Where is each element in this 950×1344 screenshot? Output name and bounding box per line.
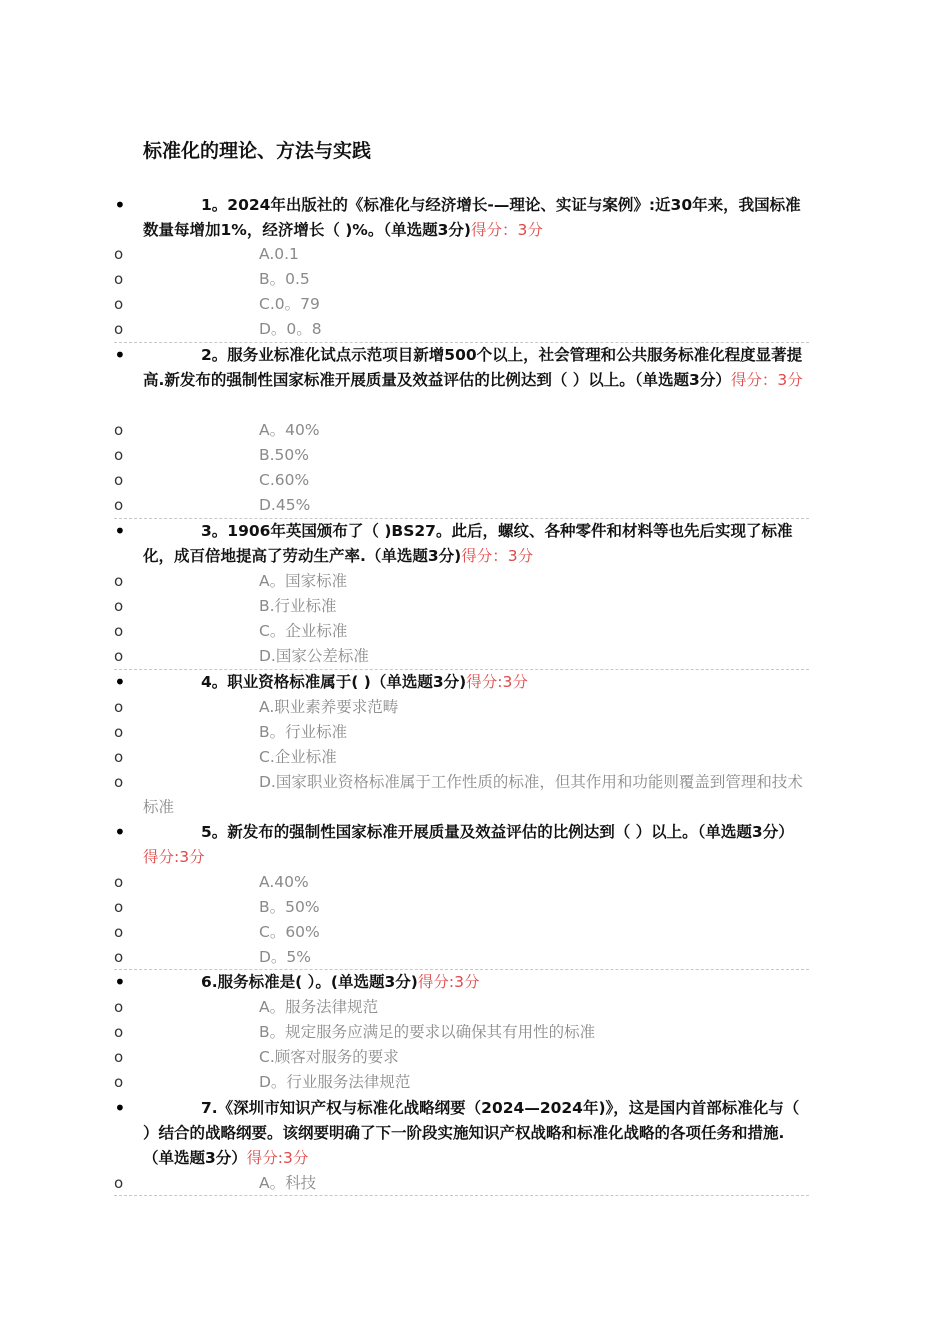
- option-text: A。服务法律规范: [259, 998, 379, 1016]
- option-item[interactable]: [114, 895, 809, 920]
- option-text: D。0。8: [259, 320, 322, 338]
- question-score: 得分：3分: [461, 547, 534, 565]
- option-item[interactable]: [114, 1045, 809, 1070]
- circle-bullet-icon: o: [114, 421, 124, 439]
- circle-bullet-icon: o: [114, 723, 124, 741]
- circle-bullet-icon: o: [114, 295, 124, 313]
- option-text: B。50%: [259, 898, 320, 916]
- option-item[interactable]: [114, 720, 809, 745]
- bullet-icon: •: [114, 820, 126, 844]
- option-item[interactable]: [114, 1020, 809, 1045]
- option-text: C.顾客对服务的要求: [259, 1048, 399, 1066]
- option-item[interactable]: [114, 1070, 809, 1095]
- circle-bullet-icon: o: [114, 496, 124, 514]
- option-item[interactable]: [114, 292, 809, 317]
- option-item[interactable]: [114, 594, 809, 619]
- option-item[interactable]: [114, 468, 809, 493]
- circle-bullet-icon: o: [114, 270, 124, 288]
- option-text: A.职业素养要求范畴: [259, 698, 399, 716]
- question-score: 得分:3分: [143, 848, 205, 866]
- circle-bullet-icon: o: [114, 1023, 124, 1041]
- circle-bullet-icon: o: [114, 1174, 124, 1192]
- option-text: D。5%: [259, 948, 312, 966]
- question-score: 得分：3分: [730, 371, 803, 389]
- circle-bullet-icon: o: [114, 898, 124, 916]
- option-item[interactable]: [114, 242, 809, 267]
- question-score: 得分:3分: [417, 973, 480, 991]
- option-text: B.50%: [259, 446, 310, 464]
- circle-bullet-icon: o: [114, 647, 124, 665]
- bullet-icon: •: [114, 670, 126, 694]
- option-item[interactable]: [114, 644, 809, 669]
- option-text: B。规定服务应满足的要求以确保其有用性的标准: [259, 1023, 596, 1041]
- circle-bullet-icon: o: [114, 1048, 124, 1066]
- divider: [114, 1195, 809, 1196]
- question-5: [114, 820, 809, 870]
- option-text: C.0。79: [259, 295, 320, 313]
- circle-bullet-icon: o: [114, 245, 124, 263]
- page-title: 标准化的理论、方法与实践: [143, 140, 372, 162]
- question-4: [114, 670, 809, 695]
- option-item[interactable]: [114, 920, 809, 945]
- question-6: [114, 970, 809, 995]
- question-text: 1。2024年出版社的《标准化与经济增长-—理论、实证与案例》:近30年来，我国标准数量每增加1%，经济增长（ )%。（单选题3分): [143, 196, 801, 239]
- circle-bullet-icon: o: [114, 446, 124, 464]
- option-text: C。60%: [259, 923, 320, 941]
- question-text: 6.服务标准是( ）。(单选题3分): [201, 973, 418, 991]
- circle-bullet-icon: o: [114, 320, 124, 338]
- question-2: [114, 343, 809, 393]
- circle-bullet-icon: o: [114, 597, 124, 615]
- circle-bullet-icon: o: [114, 948, 124, 966]
- option-item[interactable]: [114, 317, 809, 342]
- option-item[interactable]: [114, 770, 809, 820]
- circle-bullet-icon: o: [114, 748, 124, 766]
- option-item[interactable]: [114, 267, 809, 292]
- option-text: B.行业标准: [259, 597, 337, 615]
- option-item[interactable]: [114, 1171, 809, 1196]
- option-text: D.45%: [259, 496, 311, 514]
- option-item[interactable]: [114, 995, 809, 1020]
- bullet-icon: •: [114, 193, 126, 217]
- question-1: [114, 193, 809, 243]
- circle-bullet-icon: o: [114, 873, 124, 891]
- option-text: D.国家职业资格标准属于工作性质的标准，但其作用和功能则覆盖到管理和技术标准: [143, 773, 803, 816]
- circle-bullet-icon: o: [114, 572, 124, 590]
- circle-bullet-icon: o: [114, 998, 124, 1016]
- option-text: D.国家公差标准: [259, 647, 369, 665]
- question-text: 4。职业资格标准属于( )（单选题3分): [201, 673, 467, 691]
- circle-bullet-icon: o: [114, 471, 124, 489]
- option-item[interactable]: [114, 418, 809, 443]
- option-item[interactable]: [114, 569, 809, 594]
- option-item[interactable]: [114, 695, 809, 720]
- option-text: A。40%: [259, 421, 320, 439]
- option-item[interactable]: [114, 493, 809, 518]
- question-text: 2。服务业标准化试点示范项目新增500个以上，社会管理和公共服务标准化程度显著提高.新发布的强制性国家标准开展质量及效益评估的比例达到（ ）以上。（单选题3分）: [143, 346, 803, 389]
- option-text: B。行业标准: [259, 723, 348, 741]
- question-score: 得分：3分: [470, 221, 543, 239]
- circle-bullet-icon: o: [114, 698, 124, 716]
- option-item[interactable]: [114, 619, 809, 644]
- option-text: D。行业服务法律规范: [259, 1073, 411, 1091]
- option-item[interactable]: [114, 870, 809, 895]
- question-text: 7.《深圳市知识产权与标准化战略纲要（2024—2024年)》，这是国内首部标准化与（ ）结合的战略纲要。该纲要明确了下一阶段实施知识产权战略和标准化战略的各项任务和措施.（单选题3分）: [143, 1099, 800, 1167]
- question-7: [114, 1096, 809, 1171]
- question-text: 5。新发布的强制性国家标准开展质量及效益评估的比例达到（ ）以上。（单选题3分）: [201, 823, 794, 841]
- option-item[interactable]: [114, 745, 809, 770]
- option-text: A.0.1: [259, 245, 299, 263]
- option-text: A。科技: [259, 1174, 317, 1192]
- bullet-icon: •: [114, 519, 126, 543]
- option-text: A.40%: [259, 873, 309, 891]
- circle-bullet-icon: o: [114, 923, 124, 941]
- option-text: C。企业标准: [259, 622, 348, 640]
- question-text: 3。1906年英国颁布了（ )BS27。此后，螺纹、各种零件和材料等也先后实现了标准化，成百倍地提高了劳动生产率.（单选题3分): [143, 522, 793, 565]
- bullet-icon: •: [114, 343, 126, 367]
- option-text: A。国家标准: [259, 572, 348, 590]
- option-item[interactable]: [114, 945, 809, 970]
- bullet-icon: •: [114, 1096, 126, 1120]
- question-3: [114, 519, 809, 569]
- question-score: 得分:3分: [466, 673, 528, 691]
- option-text: C.企业标准: [259, 748, 337, 766]
- option-text: C.60%: [259, 471, 310, 489]
- circle-bullet-icon: o: [114, 773, 124, 791]
- question-score: 得分:3分: [246, 1149, 309, 1167]
- circle-bullet-icon: o: [114, 1073, 124, 1091]
- circle-bullet-icon: o: [114, 622, 124, 640]
- option-text: B。0.5: [259, 270, 310, 288]
- bullet-icon: •: [114, 970, 126, 994]
- option-item[interactable]: [114, 443, 809, 468]
